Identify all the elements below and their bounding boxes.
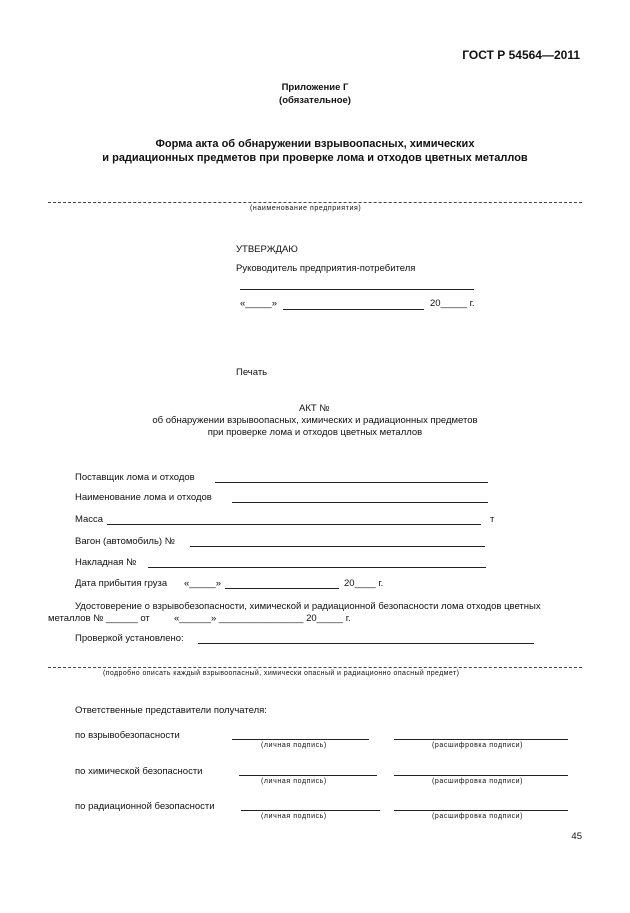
certificate-line2b: «______» ________________ 20_____ г. (174, 613, 351, 624)
supplier-label: Поставщик лома и отходов (75, 472, 195, 483)
chemical-signature-field[interactable] (239, 775, 377, 776)
act-title: АКТ № (299, 403, 330, 414)
arrival-day: «_____» (184, 578, 221, 589)
scrap-name-field[interactable] (232, 502, 488, 503)
approval-date-day: «_____» (240, 298, 277, 309)
company-name-line[interactable] (48, 202, 582, 203)
page-number: 45 (571, 831, 582, 842)
stamp-label: Печать (236, 367, 268, 378)
established-label: Проверкой установлено: (75, 633, 184, 644)
description-line[interactable] (48, 667, 582, 668)
chemical-decode-field[interactable] (394, 775, 568, 776)
radiation-safety-label: по радиационной безопасности (75, 801, 215, 812)
company-caption: (наименование предприятия) (250, 205, 362, 212)
invoice-label: Накладная № (75, 557, 137, 568)
radiation-decode-field[interactable] (394, 810, 568, 811)
certificate-line1: Удостоверение о взрывобезопасности, химической и радиационной безопасности лома отходов цветных (75, 601, 541, 612)
radiation-signature-caption: (личная подпись) (261, 813, 327, 820)
certificate-line2a: металлов № ______ от (48, 613, 150, 624)
mass-label: Масса (75, 514, 104, 525)
approve-label: УТВЕРЖДАЮ (236, 244, 298, 255)
established-field[interactable] (198, 643, 534, 644)
explosive-safety-label: по взрывобезопасности (75, 730, 180, 741)
wagon-field[interactable] (190, 546, 485, 547)
appendix-status: (обязательное) (279, 95, 351, 106)
explosive-signature-caption: (личная подпись) (261, 742, 327, 749)
approver-signature-line[interactable] (240, 289, 474, 290)
approval-date-month-line[interactable] (283, 309, 424, 310)
explosive-signature-field[interactable] (232, 739, 369, 740)
explosive-decode-caption: (расшифровка подписи) (432, 742, 524, 749)
chemical-signature-caption: (личная подпись) (261, 778, 327, 785)
act-subtitle1: об обнаружении взрывоопасных, химических и радиационных предметов (152, 415, 478, 426)
mass-field[interactable] (107, 524, 481, 525)
form-title-line1: Форма акта об обнаружении взрывоопасных, химических (155, 138, 475, 150)
approver-role: Руководитель предприятия-потребителя (236, 263, 416, 274)
description-caption: (подробно описать каждый взрывоопасный, химически опасный и радиационно опасный предмет) (103, 670, 460, 677)
act-subtitle2: при проверке лома и отходов цветных металлов (207, 427, 423, 438)
arrival-month-field[interactable] (225, 588, 339, 589)
chemical-decode-caption: (расшифровка подписи) (432, 778, 524, 785)
approval-date-year: 20_____ г. (430, 298, 475, 309)
invoice-field[interactable] (148, 567, 486, 568)
arrival-label: Дата прибытия груза (75, 578, 168, 589)
supplier-field[interactable] (215, 482, 488, 483)
arrival-year: 20____ г. (344, 578, 384, 589)
appendix-title: Приложение Г (281, 82, 349, 93)
representatives-title: Ответственные представители получателя: (75, 705, 267, 716)
chemical-safety-label: по химической безопасности (75, 766, 203, 777)
mass-unit: т (490, 514, 495, 525)
radiation-decode-caption: (расшифровка подписи) (432, 813, 524, 820)
form-title-line2: и радиационных предметов при проверке лома и отходов цветных металлов (102, 152, 528, 164)
wagon-label: Вагон (автомобиль) № (75, 536, 175, 547)
radiation-signature-field[interactable] (241, 810, 380, 811)
standard-number: ГОСТ Р 54564—2011 (462, 48, 580, 62)
explosive-decode-field[interactable] (394, 739, 568, 740)
scrap-name-label: Наименование лома и отходов (75, 492, 212, 503)
